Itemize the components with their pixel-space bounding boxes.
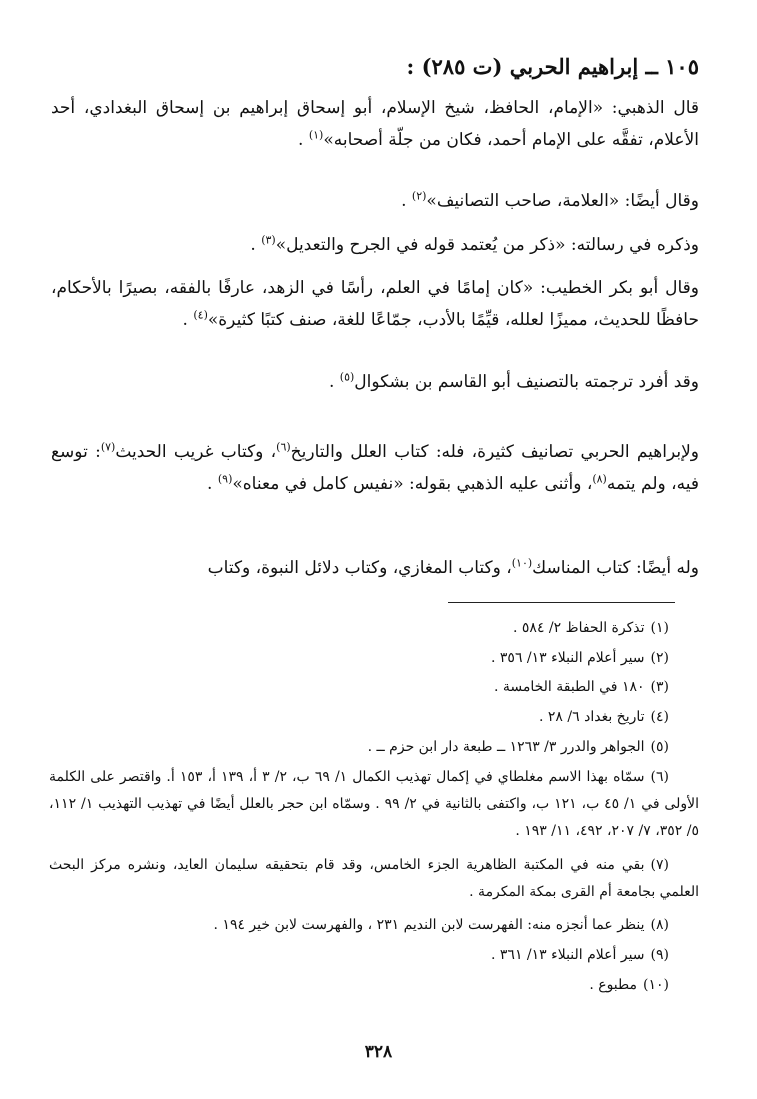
footnote-ref[interactable]: (٥)	[339, 370, 355, 384]
footnote-9	[29, 942, 699, 969]
footnote-text: سير أعلام النبلاء ١٣/ ٣٦١ .	[491, 947, 645, 963]
paragraph-text: وذكره في رسالته: «ذكر من يُعتمد قوله في الجرح والتعديل»	[275, 235, 699, 255]
footnote-ref[interactable]: (٩)	[217, 472, 233, 486]
footnote-ref[interactable]: (٢)	[411, 189, 427, 203]
footnote-text: تاريخ بغداد ٦/ ٢٨ .	[538, 709, 645, 725]
footnote-text: مطبوع .	[589, 977, 638, 993]
paragraph-text: وقد أفرد ترجمته بالتصنيف أبو القاسم بن بشكوال	[354, 372, 699, 392]
footnote-1	[29, 615, 699, 642]
footnote-number: (٤)	[650, 709, 669, 725]
paragraph-6	[51, 436, 699, 500]
footnote-text: بقي منه في المكتبة الظاهرية الجزء الخامس، وقد قام بتحقيقه سليمان العايد، ونشره مركز البحث العلمي بجامعة أم القرى بمكة المكرمة .	[49, 857, 699, 900]
paragraph-4	[51, 272, 699, 336]
paragraph-end: .	[250, 235, 256, 255]
footnote-number: (٥)	[650, 739, 669, 755]
footnote-6	[49, 764, 699, 845]
footnote-number: (٧)	[650, 857, 669, 873]
footnote-ref[interactable]: (٦)	[276, 440, 291, 454]
footnote-ref[interactable]: (٣)	[261, 233, 276, 247]
footnote-number: (٨)	[650, 917, 669, 933]
paragraph-2	[51, 185, 699, 217]
footnote-ref[interactable]: (١)	[308, 128, 324, 142]
paragraph-end: .	[298, 130, 304, 150]
paragraph-text: ولإبراهيم الحربي تصانيف كثيرة، فله: كتاب العلل والتاريخ	[290, 442, 700, 462]
paragraph-text: قال الذهبي: «الإمام، الحافظ، شيخ الإسلام، أبو إسحاق إبراهيم بن إسحاق البغدادي، أحد الأعلام، تفقَّه على الإمام أحمد، فكان من جلّة أصحابه»	[51, 98, 699, 150]
footnote-8	[29, 912, 699, 939]
footnote-number: (٢)	[650, 650, 669, 666]
footnote-number: (١)	[650, 620, 669, 636]
paragraph-3	[51, 229, 699, 261]
footnote-separator	[448, 602, 675, 603]
footnote-ref[interactable]: (٤)	[193, 308, 208, 322]
footnote-text: الجواهر والدرر ٣/ ١٢٦٣ ــ طبعة دار ابن حزم ــ .	[367, 739, 645, 755]
paragraph-end: .	[328, 372, 335, 392]
paragraph-text: ، وكتاب غريب الحديث	[115, 442, 277, 462]
paragraph-end: .	[182, 310, 188, 330]
paragraph-text: وقال أيضًا: «العلامة، صاحب التصانيف»	[426, 191, 699, 211]
footnote-5	[29, 734, 699, 761]
paragraph-end: .	[207, 474, 213, 494]
paragraph-end: .	[401, 191, 407, 211]
paragraph-text: ، وكتاب المغازي، وكتاب دلائل النبوة، وكتاب	[207, 558, 512, 578]
footnote-ref[interactable]: (٨)	[592, 472, 607, 486]
footnote-text: ينظر عما أنجزه منه: الفهرست لابن النديم ٢٣١ ، والفهرست لابن خير ١٩٤ .	[213, 917, 645, 933]
footnote-3	[29, 674, 699, 701]
footnote-number: (٣)	[650, 679, 669, 695]
page-number: ٣٢٨	[364, 1042, 393, 1062]
footnote-number: (٦)	[650, 769, 670, 785]
footnote-ref[interactable]: (٧)	[100, 440, 116, 454]
paragraph-text: وله أيضًا: كتاب المناسك	[532, 558, 699, 578]
footnote-number: (٩)	[650, 947, 669, 963]
entry-heading: ١٠٥ ــ إبراهيم الحربي (ت ٢٨٥) :	[406, 54, 699, 79]
paragraph-text: : توسع فيه، ولم يتمه	[51, 442, 699, 494]
footnote-7	[49, 852, 699, 906]
paragraph-text: وقال أبو بكر الخطيب: «كان إمامًا في العلم، رأسًا في الزهد، عارفًا بالفقه، بصيرًا بالأحكام، حافظًا للحديث، مميزًا لعلله، قيِّمًا بالأدب، جمّاعًا للغة، صنف كتبًا كثيرة»	[51, 278, 699, 330]
paragraph-text: ، وأثنى عليه الذهبي بقوله: «نفيس كامل في معناه»	[232, 474, 593, 494]
footnote-number: (١٠)	[643, 977, 669, 993]
footnote-text: ١٨٠ في الطبقة الخامسة .	[493, 679, 645, 695]
footnote-text: تذكرة الحفاظ ٢/ ٥٨٤ .	[513, 620, 645, 636]
footnote-ref[interactable]: (١٠)	[511, 556, 533, 570]
footnote-2	[29, 645, 699, 672]
footnote-text: سير أعلام النبلاء ١٣/ ٣٥٦ .	[491, 650, 645, 666]
footnote-4	[29, 704, 699, 731]
paragraph-7	[51, 552, 699, 584]
footnote-10	[29, 972, 699, 999]
paragraph-5	[51, 366, 699, 398]
paragraph-1	[51, 92, 699, 156]
footnote-text: سمّاه بهذا الاسم مغلطاي في إكمال تهذيب الكمال ١/ ٦٩ ب، ٢/ ٣ أ، ١٣٩ أ، ١٥٣ أ. واقتصر على الكلمة الأولى في ١/ ٤٥ ب، ١٢١ ب، واكتفى بالثانية في ٢/ ٩٩ . وسمّاه ابن حجر بالعلل أيضًا في تهذيب التهذيب ١/ ١١٢، ٥/ ٣٥٢، ٧/ ٢٠٧، ٤٩٢، ١١/ ١٩٣ .	[49, 769, 699, 839]
